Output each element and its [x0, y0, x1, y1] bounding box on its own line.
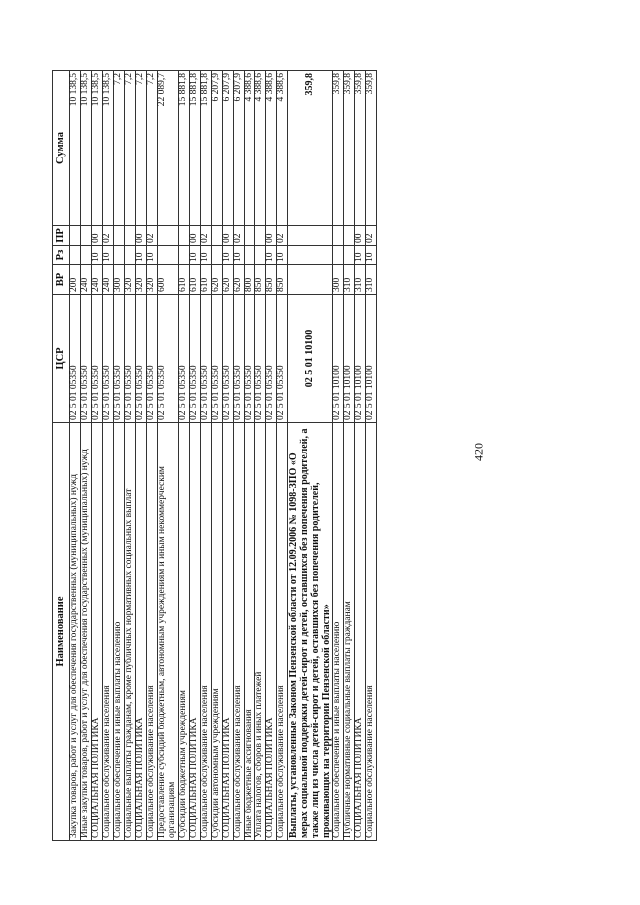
cell-rz: 10 — [366, 246, 377, 265]
cell-sum: 359,8 — [288, 71, 333, 226]
cell-sum: 359,8 — [333, 71, 344, 226]
table-row — [211, 71, 222, 841]
cell-rz — [178, 246, 189, 265]
cell-name: СОЦИАЛЬНАЯ ПОЛИТИКА — [91, 423, 102, 841]
cell-rz: 10 — [135, 246, 146, 265]
cell-sum: 4 388,6 — [277, 71, 288, 226]
cell-csr: 02 5 01 05350 — [91, 295, 102, 423]
cell-pr: 00 — [189, 226, 200, 246]
cell-csr: 02 5 01 05350 — [277, 295, 288, 423]
table-row — [222, 71, 233, 841]
cell-csr: 02 5 01 10100 — [333, 295, 344, 423]
cell-vr: 850 — [255, 265, 266, 295]
cell-rz: 10 — [189, 246, 200, 265]
cell-sum: 359,8 — [355, 71, 366, 226]
cell-pr: 00 — [266, 226, 277, 246]
cell-sum: 15 881,8 — [189, 71, 200, 226]
cell-vr: 240 — [102, 265, 113, 295]
cell-rz — [124, 246, 135, 265]
cell-sum: 4 388,6 — [244, 71, 255, 226]
cell-name: Иные бюджетные ассигнования — [244, 423, 255, 841]
cell-vr — [288, 265, 333, 295]
cell-csr: 02 5 01 05350 — [244, 295, 255, 423]
cell-name: Социальное обеспечение и иные выплаты населению — [113, 423, 124, 841]
cell-rz — [255, 246, 266, 265]
cell-rz: 10 — [200, 246, 211, 265]
cell-name: СОЦИАЛЬНАЯ ПОЛИТИКА — [189, 423, 200, 841]
cell-name: Социальное обслуживание населения — [200, 423, 211, 841]
cell-vr: 850 — [266, 265, 277, 295]
table-row — [277, 71, 288, 841]
table-row — [113, 71, 124, 841]
cell-vr: 310 — [366, 265, 377, 295]
cell-pr — [211, 226, 222, 246]
cell-name: Уплата налогов, сборов и иных платежей — [255, 423, 266, 841]
header-rz: Рз — [53, 246, 70, 265]
cell-rz — [244, 246, 255, 265]
table-row — [255, 71, 266, 841]
cell-rz: 10 — [146, 246, 157, 265]
cell-csr: 02 5 01 05350 — [233, 295, 244, 423]
cell-sum: 359,8 — [344, 71, 355, 226]
cell-csr: 02 5 01 05350 — [255, 295, 266, 423]
cell-sum: 6 207,9 — [211, 71, 222, 226]
cell-rz: 10 — [277, 246, 288, 265]
cell-vr: 320 — [135, 265, 146, 295]
cell-csr: 02 5 01 05350 — [222, 295, 233, 423]
cell-sum: 10 138,5 — [80, 71, 91, 226]
cell-vr: 610 — [189, 265, 200, 295]
cell-pr — [255, 226, 266, 246]
cell-csr: 02 5 01 05350 — [102, 295, 113, 423]
cell-csr: 02 5 01 05350 — [113, 295, 124, 423]
cell-sum: 7,2 — [113, 71, 124, 226]
cell-name: Публичные нормативные социальные выплаты гражданам — [344, 423, 355, 841]
cell-sum: 22 089,7 — [157, 71, 178, 226]
cell-rz — [80, 246, 91, 265]
cell-vr: 610 — [200, 265, 211, 295]
header-csr: ЦСР — [53, 295, 70, 423]
cell-rz: 10 — [102, 246, 113, 265]
table-row — [200, 71, 211, 841]
budget-table-container — [52, 71, 512, 841]
cell-pr: 00 — [355, 226, 366, 246]
budget-table — [52, 70, 377, 841]
cell-pr: 00 — [222, 226, 233, 246]
cell-sum: 4 388,6 — [255, 71, 266, 226]
cell-vr: 310 — [355, 265, 366, 295]
cell-sum: 7,2 — [135, 71, 146, 226]
cell-pr — [70, 226, 81, 246]
cell-pr — [244, 226, 255, 246]
cell-name: Социальное обслуживание населения — [277, 423, 288, 841]
cell-pr: 02 — [366, 226, 377, 246]
cell-rz — [157, 246, 178, 265]
cell-vr: 320 — [124, 265, 135, 295]
cell-vr: 620 — [222, 265, 233, 295]
cell-name: Социальное обслуживание населения — [233, 423, 244, 841]
table-row — [91, 71, 102, 841]
cell-pr — [344, 226, 355, 246]
cell-vr: 620 — [233, 265, 244, 295]
cell-vr: 850 — [277, 265, 288, 295]
cell-pr: 02 — [146, 226, 157, 246]
cell-name: Субсидии бюджетным учреждениям — [178, 423, 189, 841]
table-row — [189, 71, 200, 841]
cell-sum: 7,2 — [146, 71, 157, 226]
cell-vr: 200 — [70, 265, 81, 295]
cell-csr: 02 5 01 05350 — [157, 295, 178, 423]
cell-name: Предоставление субсидий бюджетным, автономным учреждениям и иным некоммерческим организациям — [157, 423, 178, 841]
cell-sum: 10 138,5 — [102, 71, 113, 226]
cell-sum: 6 207,9 — [233, 71, 244, 226]
cell-pr: 02 — [200, 226, 211, 246]
cell-name: Закупка товаров, работ и услуг для обеспечения государственных (муниципальных) нужд — [70, 423, 81, 841]
header-sum: Сумма — [53, 71, 70, 226]
cell-rz — [211, 246, 222, 265]
cell-vr: 240 — [80, 265, 91, 295]
cell-name: Социальное обслуживание населения — [102, 423, 113, 841]
cell-name: Выплаты, установленные Законом Пензенской области от 12.09.2006 № 1098-ЗПО «О мерах социальной поддержки детей-сирот и детей, оставшихся без попечения родителей, а также лиц из числа детей-сирот и детей, оставшихся без попечения родителей, проживающих на территории Пензенской области» — [288, 423, 333, 841]
header-vr: ВР — [53, 265, 70, 295]
cell-name: СОЦИАЛЬНАЯ ПОЛИТИКА — [222, 423, 233, 841]
cell-csr: 02 5 01 10100 — [366, 295, 377, 423]
table-row — [288, 71, 333, 841]
cell-rz: 10 — [233, 246, 244, 265]
cell-sum: 10 138,5 — [70, 71, 81, 226]
table-row — [178, 71, 189, 841]
header-pr: ПР — [53, 226, 70, 246]
cell-name: Иные закупки товаров, работ и услуг для обеспечения государственных (муниципальных) нужд — [80, 423, 91, 841]
cell-sum: 15 881,8 — [200, 71, 211, 226]
cell-pr — [333, 226, 344, 246]
cell-name: СОЦИАЛЬНАЯ ПОЛИТИКА — [355, 423, 366, 841]
cell-pr — [80, 226, 91, 246]
cell-csr: 02 5 01 05350 — [146, 295, 157, 423]
cell-vr: 800 — [244, 265, 255, 295]
cell-name: Социальные выплаты гражданам, кроме публичных нормативных социальных выплат — [124, 423, 135, 841]
cell-vr: 600 — [157, 265, 178, 295]
cell-name: Социальное обслуживание населения — [366, 423, 377, 841]
cell-sum: 6 207,9 — [222, 71, 233, 226]
cell-csr: 02 5 01 05350 — [70, 295, 81, 423]
cell-rz: 10 — [355, 246, 366, 265]
cell-rz: 10 — [266, 246, 277, 265]
cell-csr: 02 5 01 05350 — [266, 295, 277, 423]
cell-rz — [344, 246, 355, 265]
cell-pr — [178, 226, 189, 246]
cell-name: Социальное обеспечение и иные выплаты населению — [333, 423, 344, 841]
table-row — [146, 71, 157, 841]
table-row — [80, 71, 91, 841]
cell-csr: 02 5 01 05350 — [200, 295, 211, 423]
cell-name: СОЦИАЛЬНАЯ ПОЛИТИКА — [135, 423, 146, 841]
cell-csr: 02 5 01 10100 — [344, 295, 355, 423]
table-row — [135, 71, 146, 841]
table-row — [344, 71, 355, 841]
cell-csr: 02 5 01 05350 — [80, 295, 91, 423]
cell-vr: 300 — [113, 265, 124, 295]
cell-sum: 10 138,5 — [91, 71, 102, 226]
cell-csr: 02 5 01 05350 — [178, 295, 189, 423]
cell-sum: 4 388,6 — [266, 71, 277, 226]
table-row — [366, 71, 377, 841]
cell-csr: 02 5 01 10100 — [355, 295, 366, 423]
cell-vr: 610 — [178, 265, 189, 295]
cell-pr — [113, 226, 124, 246]
cell-csr: 02 5 01 05350 — [189, 295, 200, 423]
cell-csr: 02 5 01 05350 — [124, 295, 135, 423]
cell-vr: 300 — [333, 265, 344, 295]
cell-rz: 10 — [222, 246, 233, 265]
cell-vr: 310 — [344, 265, 355, 295]
cell-pr: 02 — [102, 226, 113, 246]
cell-name: Социальное обслуживание населения — [146, 423, 157, 841]
cell-pr: 02 — [233, 226, 244, 246]
cell-rz — [70, 246, 81, 265]
cell-name: Субсидии автономным учреждениям — [211, 423, 222, 841]
cell-sum: 15 881,8 — [178, 71, 189, 226]
cell-vr: 620 — [211, 265, 222, 295]
table-row — [70, 71, 81, 841]
cell-sum: 7,2 — [124, 71, 135, 226]
cell-rz: 10 — [91, 246, 102, 265]
cell-pr — [124, 226, 135, 246]
cell-pr: 02 — [277, 226, 288, 246]
cell-csr: 02 5 01 05350 — [211, 295, 222, 423]
cell-rz — [113, 246, 124, 265]
table-header-row — [53, 71, 70, 841]
cell-rz — [288, 246, 333, 265]
cell-pr: 00 — [135, 226, 146, 246]
cell-pr — [157, 226, 178, 246]
cell-pr: 00 — [91, 226, 102, 246]
cell-vr: 320 — [146, 265, 157, 295]
header-name: Наименование — [53, 423, 70, 841]
cell-sum: 359,8 — [366, 71, 377, 226]
cell-name: СОЦИАЛЬНАЯ ПОЛИТИКА — [266, 423, 277, 841]
page-number: 420 — [471, 443, 486, 461]
cell-rz — [333, 246, 344, 265]
table-row — [157, 71, 178, 841]
table-row — [102, 71, 113, 841]
table-row — [124, 71, 135, 841]
cell-csr: 02 5 01 10100 — [288, 295, 333, 423]
cell-pr — [288, 226, 333, 246]
cell-vr: 240 — [91, 265, 102, 295]
cell-csr: 02 5 01 05350 — [135, 295, 146, 423]
table-row — [233, 71, 244, 841]
